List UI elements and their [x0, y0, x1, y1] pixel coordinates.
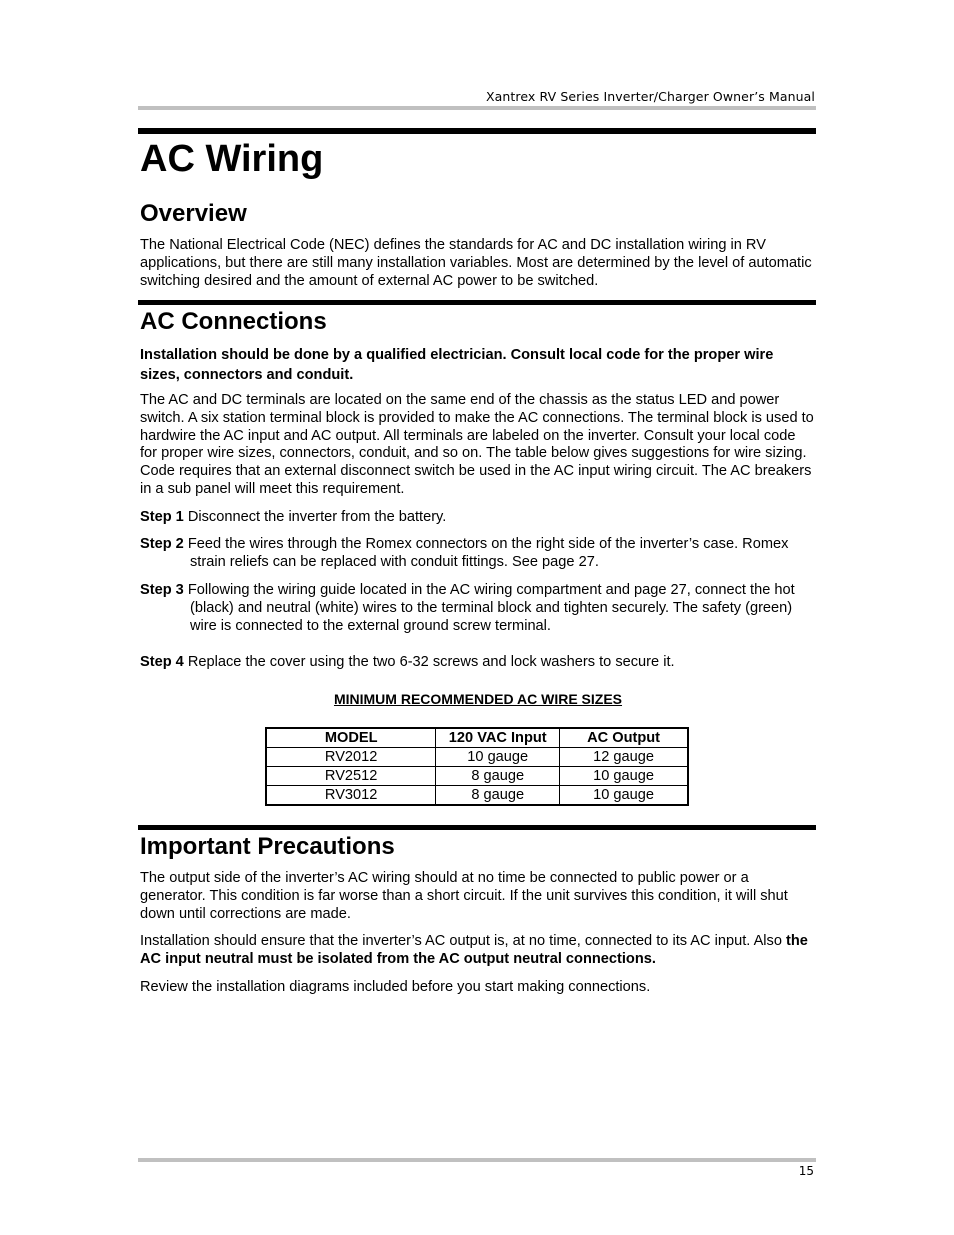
step-2	[140, 536, 816, 572]
running-header: Xantrex RV Series Inverter/Charger Owner’s Manual	[485, 89, 815, 104]
cell-input: 8 gauge	[436, 786, 560, 806]
cell-input: 8 gauge	[436, 767, 560, 786]
table-header-row	[266, 728, 688, 748]
chapter-title: AC Wiring	[140, 138, 324, 180]
wire-table-caption: MINIMUM RECOMMENDED AC WIRE SIZES	[333, 691, 623, 707]
cell-input: 10 gauge	[436, 748, 560, 767]
cell-model: RV2012	[266, 748, 436, 767]
step-2-text: Feed the wires through the Romex connectors on the right side of the inverter’s case. Romex strain reliefs can be replaced with conduit fittings. See page 27.	[183, 536, 789, 570]
column-header-output: AC Output	[560, 728, 688, 748]
terminals-paragraph: The AC and DC terminals are located on the same end of the chassis as the status LED and power switch. A six station terminal block is provided to make the AC connections. The terminal block is used to hardwire the AC input and AC output. All terminals are labeled on the inverter. Consult your local code for proper wire sizes, connectors, conduit, and so on. The table below gives suggestions for wire sizing. Code requires that an external disconnect switch be used in the AC input wiring circuit. The AC breakers in a sub panel will meet this requirement.	[140, 392, 814, 497]
step-4-label: Step 4	[140, 654, 184, 670]
step-3	[140, 582, 816, 635]
electrician-warning: Installation should be done by a qualified electrician. Consult local code for the proper wire sizes, connectors and conduit.	[140, 347, 774, 383]
step-1-label: Step 1	[140, 509, 184, 525]
column-header-model: MODEL	[266, 728, 436, 748]
overview-heading: Overview	[140, 200, 247, 227]
cell-model: RV3012	[266, 786, 436, 806]
footer-rule	[138, 1158, 816, 1162]
precautions-paragraph-1: The output side of the inverter’s AC wiring should at no time be connected to public power or a generator. This condition is far worse than a short circuit. If the unit survives this condition, it will shut down until corrections are made.	[140, 870, 788, 922]
step-2-label: Step 2	[140, 536, 184, 552]
table-row	[266, 748, 688, 767]
step-3-text: Following the wiring guide located in the AC wiring compartment and page 27, connect the hot (black) and neutral (white) wires to the terminal block and tighten securely. The safety (green) wire is connected to the external ground screw terminal.	[183, 582, 795, 634]
wire-size-table	[265, 727, 689, 806]
step-4-text: Replace the cover using the two 6-32 screws and lock washers to secure it.	[183, 654, 675, 670]
neutral-isolation-warning: the AC input neutral must be isolated from the AC output neutral connections.	[140, 933, 808, 967]
step-1	[140, 509, 816, 527]
step-4	[140, 654, 816, 672]
step-3-label: Step 3	[140, 582, 184, 598]
table-row	[266, 767, 688, 786]
page-number: 15	[798, 1164, 814, 1178]
cell-output: 10 gauge	[560, 786, 688, 806]
ac-connections-heading: AC Connections	[140, 308, 327, 335]
cell-output: 12 gauge	[560, 748, 688, 767]
section-rule-ac-connections	[138, 300, 816, 305]
table-row	[266, 786, 688, 806]
precautions-paragraph-2	[140, 933, 816, 969]
step-1-text: Disconnect the inverter from the battery.	[183, 509, 447, 525]
overview-paragraph: The National Electrical Code (NEC) defines the standards for AC and DC installation wiring in RV applications, but there are still many installation variables. Most are determined by the level of automatic switching desired and the amount of external AC power to be switched.	[140, 237, 812, 289]
column-header-input: 120 VAC Input	[436, 728, 560, 748]
header-rule	[138, 106, 816, 110]
cell-output: 10 gauge	[560, 767, 688, 786]
precautions-paragraph-3: Review the installation diagrams included before you start making connections.	[140, 979, 651, 995]
section-rule-precautions	[138, 825, 816, 830]
precautions-paragraph-2-text: Installation should ensure that the inverter’s AC output is, at no time, connected to its AC input. Also	[140, 933, 787, 949]
precautions-heading: Important Precautions	[140, 833, 395, 860]
cell-model: RV2512	[266, 767, 436, 786]
